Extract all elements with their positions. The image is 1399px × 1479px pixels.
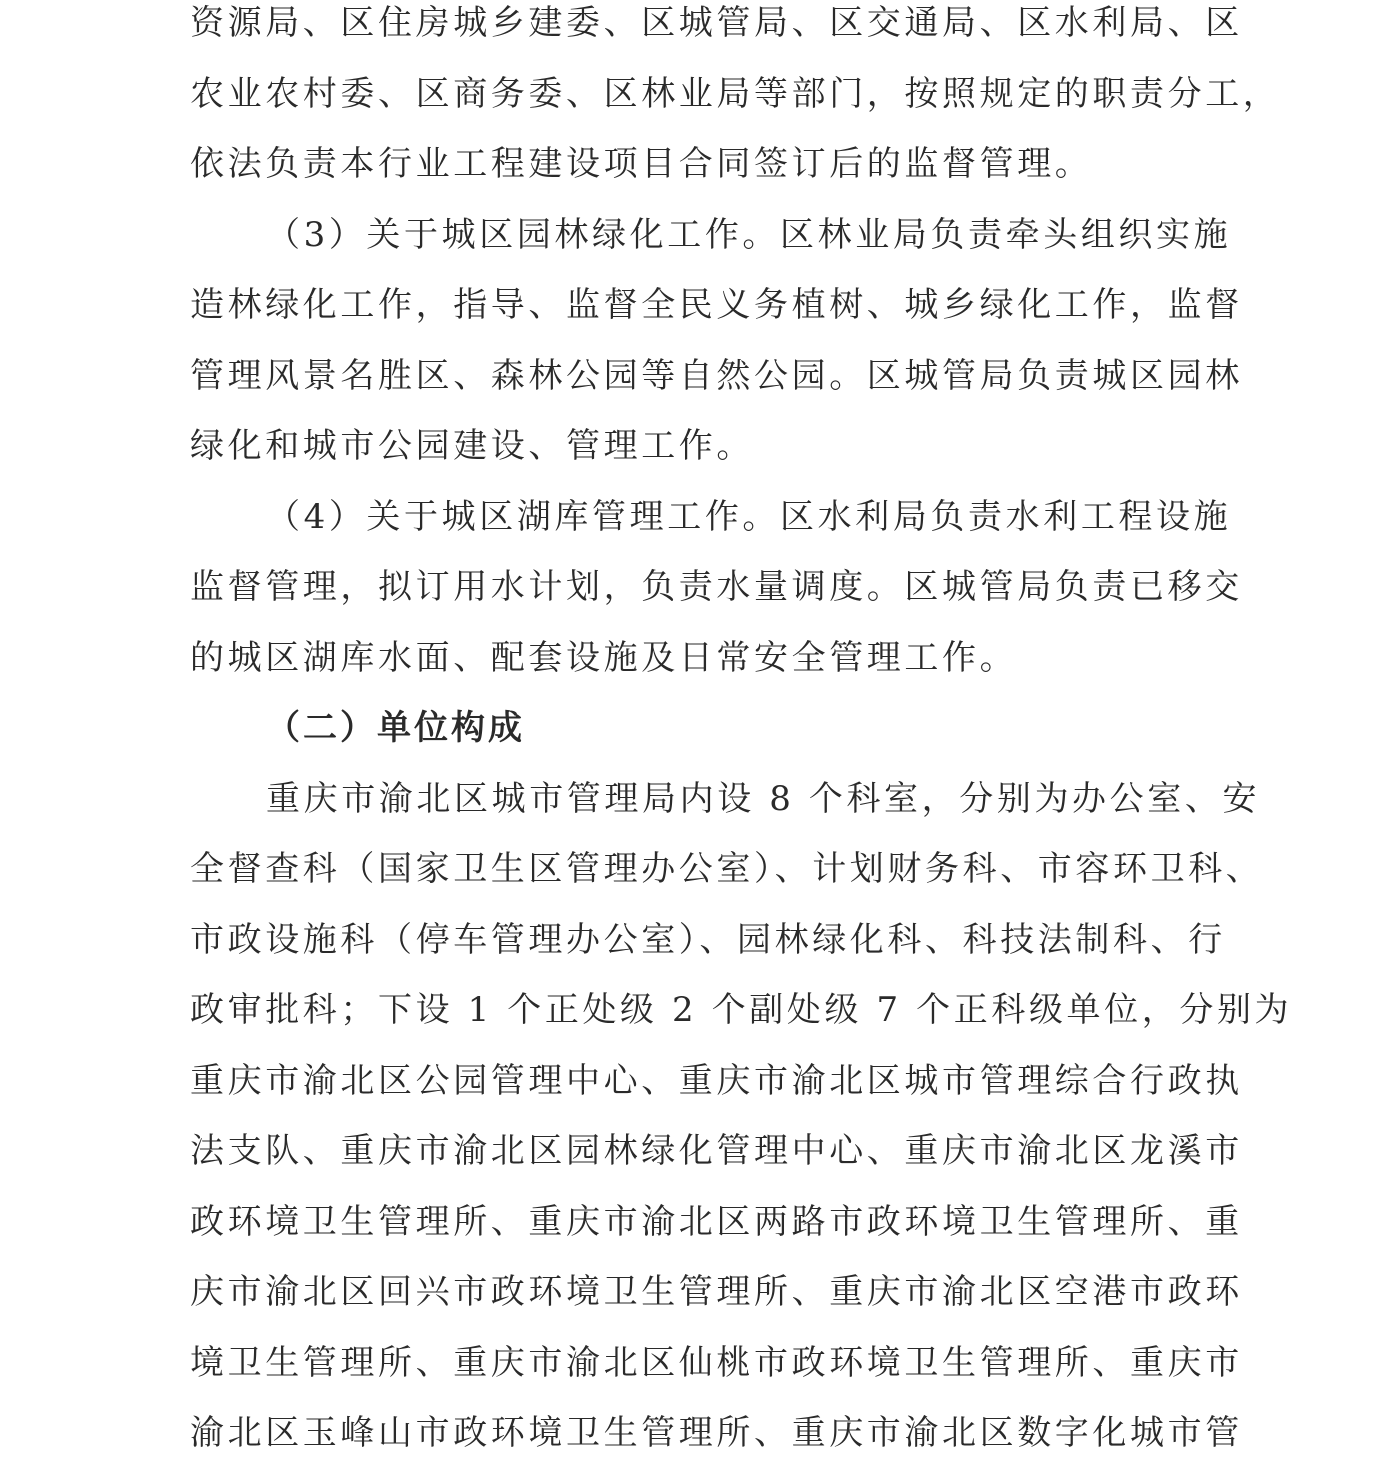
- text-line-10: 的城区湖库水面、配套设施及日常安全管理工作。: [190, 637, 1018, 678]
- text-line-13: 全督查科（国家卫生区管理办公室）、计划财务科、市容环卫科、: [190, 849, 1264, 889]
- text-line-20: 境卫生管理所、重庆市渝北区仙桃市政环境卫生管理所、重庆市: [190, 1342, 1243, 1383]
- paragraph-3-start: （3）关于城区园林绿化工作。区林业局负责牵头组织实施: [266, 214, 1232, 255]
- text-line-17: 法支队、重庆市渝北区园林绿化管理中心、重庆市渝北区龙溪市: [190, 1131, 1243, 1171]
- text-line-16: 重庆市渝北区公园管理中心、重庆市渝北区城市管理综合行政执: [190, 1060, 1243, 1101]
- text-line-5: 造林绿化工作，指导、监督全民义务植树、城乡绿化工作，监督: [190, 285, 1243, 325]
- text-line-2: 农业农村委、区商务委、区林业局等部门，按照规定的职责分工，: [190, 73, 1281, 114]
- text-line-1: 资源局、区住房城乡建委、区城管局、区交通局、区水利局、区: [190, 3, 1243, 43]
- document-page: [190, 0, 1293, 1479]
- text-line-7: 绿化和城市公园建设、管理工作。: [190, 426, 754, 466]
- text-line-6: 管理风景名胜区、森林公园等自然公园。区城管局负责城区园林: [190, 355, 1243, 396]
- text-line-18: 政环境卫生管理所、重庆市渝北区两路市政环境卫生管理所、重: [190, 1201, 1243, 1242]
- text-line-15: 政审批科；下设 1 个正处级 2 个副处级 7 个正科级单位，分别为: [190, 990, 1293, 1030]
- paragraph-units-start: 重庆市渝北区城市管理局内设 8 个科室，分别为办公室、安: [266, 778, 1261, 819]
- text-line-14: 市政设施科（停车管理办公室）、园林绿化科、科技法制科、行: [190, 919, 1226, 960]
- section-heading: （二）单位构成: [266, 708, 525, 748]
- text-line-9: 监督管理，拟订用水计划，负责水量调度。区城管局负责已移交: [190, 567, 1243, 607]
- text-line-3: 依法负责本行业工程建设项目合同签订后的监督管理。: [190, 144, 1093, 184]
- paragraph-4-start: （4）关于城区湖库管理工作。区水利局负责水利工程设施: [266, 496, 1232, 537]
- text-line-21: 渝北区玉峰山市政环境卫生管理所、重庆市渝北区数字化城市管: [190, 1413, 1243, 1453]
- text-line-19: 庆市渝北区回兴市政环境卫生管理所、重庆市渝北区空港市政环: [190, 1272, 1243, 1312]
